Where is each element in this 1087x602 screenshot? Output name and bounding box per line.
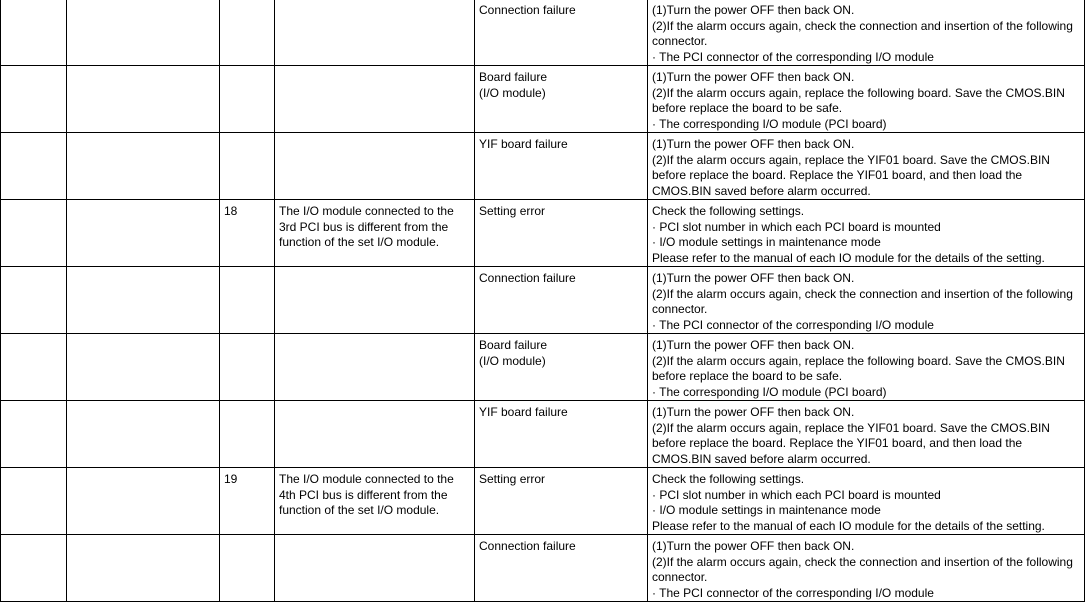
remedy-line: (1)Turn the power OFF then back ON. xyxy=(652,3,855,17)
table-row xyxy=(1,468,1085,535)
remedy-line: connector. xyxy=(652,570,708,584)
remedy-line: · The PCI connector of the corresponding I/O module xyxy=(652,49,934,64)
cause-text xyxy=(479,70,644,101)
remedy-line: before replace the board. Replace the YIF01 board, and then load the xyxy=(652,168,1023,182)
remedy-line: Please refer to the manual of each IO module for the details of the setting. xyxy=(652,250,1045,265)
remedy-line: before replace the board to be safe. xyxy=(652,101,843,115)
table-row xyxy=(1,66,1085,133)
remedy-line: · I/O module settings in maintenance mode xyxy=(652,235,881,249)
remedy-cell xyxy=(648,401,1085,468)
alarm-description-cell xyxy=(275,535,475,602)
table-row xyxy=(1,334,1085,401)
alarm-description-cell xyxy=(275,468,475,535)
remedy-line: · The PCI connector of the corresponding I/O module xyxy=(652,317,934,332)
remedy-text xyxy=(652,3,1081,65)
remedy-line: (2)If the alarm occurs again, replace the following board. Save the CMOS.BIN xyxy=(652,85,1065,100)
cause-line: Connection failure xyxy=(479,271,576,285)
cause-text xyxy=(479,338,644,369)
cause-cell xyxy=(475,334,648,401)
description-line: The I/O module connected to the xyxy=(279,472,454,486)
cause-line: (I/O module) xyxy=(479,85,546,100)
group-cell xyxy=(1,267,67,334)
alarm-name-cell xyxy=(67,133,220,200)
group-cell xyxy=(1,200,67,267)
remedy-text xyxy=(652,70,1081,132)
cause-line: (I/O module) xyxy=(479,353,546,368)
group-cell xyxy=(1,535,67,602)
remedy-cell xyxy=(648,468,1085,535)
alarm-code-cell xyxy=(220,200,275,267)
alarm-description-cell xyxy=(275,401,475,468)
remedy-cell xyxy=(648,535,1085,602)
remedy-line: · The PCI connector of the corresponding I/O module xyxy=(652,585,934,600)
cause-text xyxy=(479,204,644,220)
remedy-line: (1)Turn the power OFF then back ON. xyxy=(652,539,855,553)
remedy-line: CMOS.BIN saved before alarm occurred. xyxy=(652,183,871,198)
group-cell xyxy=(1,334,67,401)
remedy-line: before replace the board. Replace the YIF01 board, and then load the xyxy=(652,436,1023,450)
alarm-description xyxy=(279,204,471,251)
remedy-line: (2)If the alarm occurs again, check the connection and insertion of the following xyxy=(652,554,1073,569)
table-body xyxy=(1,0,1085,602)
cause-cell xyxy=(475,133,648,200)
alarm-name-cell xyxy=(67,468,220,535)
alarm-name-cell xyxy=(67,267,220,334)
remedy-text xyxy=(652,204,1081,266)
group-cell xyxy=(1,66,67,133)
alarm-name-cell xyxy=(67,535,220,602)
alarm-code-cell xyxy=(220,66,275,133)
cause-line: Connection failure xyxy=(479,3,576,17)
group-cell xyxy=(1,133,67,200)
alarm-name-cell xyxy=(67,401,220,468)
remedy-line: · PCI slot number in which each PCI board is mounted xyxy=(652,487,941,502)
cause-cell xyxy=(475,66,648,133)
remedy-text xyxy=(652,338,1081,400)
table-row xyxy=(1,0,1085,66)
remedy-line: CMOS.BIN saved before alarm occurred. xyxy=(652,451,871,466)
cause-cell xyxy=(475,267,648,334)
group-cell xyxy=(1,0,67,66)
cause-cell xyxy=(475,200,648,267)
remedy-line: Check the following settings. xyxy=(652,472,805,486)
group-cell xyxy=(1,468,67,535)
description-line: function of the set I/O module. xyxy=(279,503,440,517)
description-line: The I/O module connected to the xyxy=(279,204,454,218)
alarm-code-cell xyxy=(220,468,275,535)
remedy-line: · The corresponding I/O module (PCI board) xyxy=(652,116,887,131)
cause-line: YIF board failure xyxy=(479,405,568,419)
alarm-code-cell xyxy=(220,401,275,468)
remedy-text xyxy=(652,137,1081,199)
description-line: 3rd PCI bus is different from the xyxy=(279,219,449,234)
alarm-description-cell xyxy=(275,334,475,401)
table-row xyxy=(1,535,1085,602)
table-row xyxy=(1,401,1085,468)
alarm-code: 18 xyxy=(224,204,238,218)
cause-text xyxy=(479,472,644,488)
alarm-description-cell xyxy=(275,66,475,133)
cause-line: Board failure xyxy=(479,70,548,84)
remedy-line: (1)Turn the power OFF then back ON. xyxy=(652,137,855,151)
cause-cell xyxy=(475,535,648,602)
remedy-line: (2)If the alarm occurs again, check the connection and insertion of the following xyxy=(652,18,1073,33)
alarm-code-cell xyxy=(220,334,275,401)
cause-cell xyxy=(475,0,648,66)
remedy-cell xyxy=(648,66,1085,133)
remedy-cell xyxy=(648,133,1085,200)
remedy-line: (1)Turn the power OFF then back ON. xyxy=(652,271,855,285)
remedy-text xyxy=(652,472,1081,534)
remedy-line: connector. xyxy=(652,302,708,316)
description-line: 4th PCI bus is different from the xyxy=(279,487,448,502)
remedy-line: Check the following settings. xyxy=(652,204,805,218)
remedy-text xyxy=(652,271,1081,333)
alarm-name-cell xyxy=(67,334,220,401)
alarm-name-cell xyxy=(67,0,220,66)
alarm-description-cell xyxy=(275,133,475,200)
cause-line: Setting error xyxy=(479,472,546,486)
remedy-line: (2)If the alarm occurs again, replace the YIF01 board. Save the CMOS.BIN xyxy=(652,152,1050,167)
remedy-line: (2)If the alarm occurs again, check the connection and insertion of the following xyxy=(652,286,1073,301)
cause-line: Board failure xyxy=(479,338,548,352)
remedy-line: · I/O module settings in maintenance mode xyxy=(652,503,881,517)
remedy-line: (1)Turn the power OFF then back ON. xyxy=(652,70,855,84)
alarm-code-cell xyxy=(220,535,275,602)
remedy-cell xyxy=(648,0,1085,66)
remedy-line: Please refer to the manual of each IO module for the details of the setting. xyxy=(652,518,1045,533)
alarm-description-cell xyxy=(275,200,475,267)
alarm-name-cell xyxy=(67,66,220,133)
remedy-line: before replace the board to be safe. xyxy=(652,369,843,383)
cause-text xyxy=(479,405,644,421)
table-row xyxy=(1,267,1085,334)
remedy-line: · PCI slot number in which each PCI board is mounted xyxy=(652,219,941,234)
remedy-line: (1)Turn the power OFF then back ON. xyxy=(652,405,855,419)
remedy-cell xyxy=(648,267,1085,334)
cause-text xyxy=(479,137,644,153)
table-row xyxy=(1,133,1085,200)
alarm-description-cell xyxy=(275,267,475,334)
alarm-code-cell xyxy=(220,0,275,66)
remedy-text xyxy=(652,405,1081,467)
remedy-line: (1)Turn the power OFF then back ON. xyxy=(652,338,855,352)
remedy-text xyxy=(652,539,1081,601)
cause-cell xyxy=(475,468,648,535)
alarm-code-cell xyxy=(220,133,275,200)
alarm-name-cell xyxy=(67,200,220,267)
remedy-cell xyxy=(648,200,1085,267)
remedy-line: (2)If the alarm occurs again, replace the following board. Save the CMOS.BIN xyxy=(652,353,1065,368)
cause-line: YIF board failure xyxy=(479,137,568,151)
alarm-code: 19 xyxy=(224,472,238,486)
cause-cell xyxy=(475,401,648,468)
remedy-line: (2)If the alarm occurs again, replace the YIF01 board. Save the CMOS.BIN xyxy=(652,420,1050,435)
alarm-description-cell xyxy=(275,0,475,66)
cause-text xyxy=(479,3,644,19)
remedy-line: · The corresponding I/O module (PCI board) xyxy=(652,384,887,399)
alarm-description xyxy=(279,472,471,519)
cause-text xyxy=(479,539,644,555)
alarm-code-cell xyxy=(220,267,275,334)
cause-text xyxy=(479,271,644,287)
cause-line: Setting error xyxy=(479,204,546,218)
table-row xyxy=(1,200,1085,267)
remedy-cell xyxy=(648,334,1085,401)
cause-line: Connection failure xyxy=(479,539,576,553)
group-cell xyxy=(1,401,67,468)
description-line: function of the set I/O module. xyxy=(279,235,440,249)
remedy-line: connector. xyxy=(652,34,708,48)
